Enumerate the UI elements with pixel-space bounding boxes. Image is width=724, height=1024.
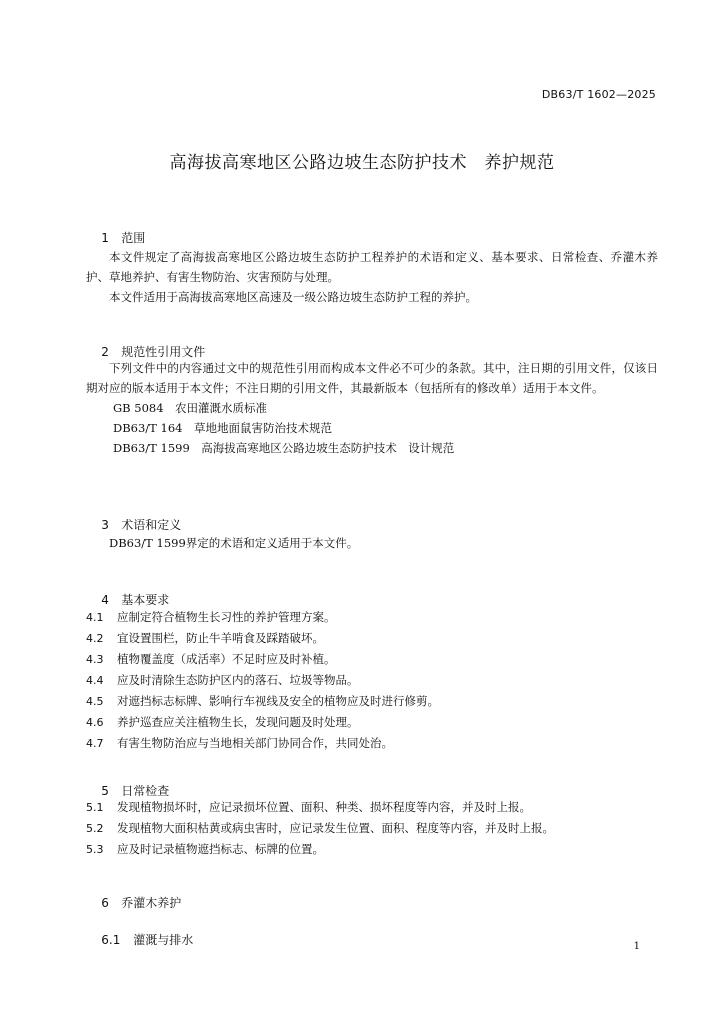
section-number: 3 bbox=[101, 518, 109, 532]
clause-number: 4.2 bbox=[86, 632, 104, 645]
clause-item bbox=[86, 818, 658, 839]
section-number: 1 bbox=[101, 231, 109, 245]
clause-text: 发现植物损坏时，应记录损坏位置、面积、种类、损坏程度等内容，并及时上报。 bbox=[117, 800, 531, 814]
section-title: 规范性引用文件 bbox=[121, 345, 206, 359]
document-title: 高海拔高寒地区公路边坡生态防护技术 养护规范 bbox=[169, 153, 555, 173]
section-number: 5 bbox=[101, 784, 109, 798]
clause-number: 5.3 bbox=[86, 843, 104, 856]
reference-item: DB63/T 1599 高海拔高寒地区公路边坡生态防护技术 设计规范 bbox=[113, 441, 455, 455]
clause-text: 宜设置围栏，防止牛羊啃食及踩踏破坏。 bbox=[117, 631, 324, 645]
section-title: 日常检查 bbox=[121, 784, 170, 798]
paragraph: 本文件规定了高海拔高寒地区公路边坡生态防护工程养护的术语和定义、基本要求、日常检查、乔灌木养护、草地养护、有害生物防治、灾害预防与处理。 bbox=[86, 250, 658, 284]
section-number: 2 bbox=[101, 345, 109, 359]
section-4-items bbox=[86, 607, 658, 754]
clause-text: 对遮挡标志标牌、影响行车视线及安全的植物应及时进行修剪。 bbox=[117, 694, 439, 708]
page-number: 1 bbox=[633, 941, 640, 952]
clause-item bbox=[86, 797, 658, 818]
clause-item bbox=[86, 733, 658, 754]
clause-item bbox=[86, 839, 658, 860]
section-5-items bbox=[86, 797, 658, 860]
clause-text: 植物覆盖度（成活率）不足时应及时补植。 bbox=[117, 652, 336, 666]
section-1-body bbox=[86, 247, 658, 307]
standard-code: DB63/T 1602—2025 bbox=[541, 88, 656, 101]
section-number: 4 bbox=[101, 593, 109, 607]
clause-number: 4.7 bbox=[86, 737, 104, 750]
clause-text: 应及时清除生态防护区内的落石、垃圾等物品。 bbox=[117, 673, 359, 687]
paragraph: 本文件适用于高海拔高寒地区高速及一级公路边坡生态防护工程的养护。 bbox=[109, 290, 477, 304]
clause-text: 应及时记录植物遮挡标志、标牌的位置。 bbox=[117, 842, 324, 856]
clause-number: 4.1 bbox=[86, 611, 104, 624]
clause-item bbox=[86, 670, 658, 691]
clause-number: 5.1 bbox=[86, 801, 104, 814]
subsection-title: 灌溉与排水 bbox=[133, 933, 194, 947]
clause-item bbox=[86, 607, 658, 628]
section-title: 术语和定义 bbox=[121, 518, 182, 532]
clause-item bbox=[86, 628, 658, 649]
section-2-body bbox=[86, 358, 658, 458]
paragraph: 下列文件中的内容通过文中的规范性引用而构成本文件必不可少的条款。其中，注日期的引用文件，仅该日期对应的版本适用于本文件；不注日期的引用文件，其最新版本（包括所有的修改单）适用于本文件。 bbox=[86, 361, 658, 395]
section-title: 基本要求 bbox=[121, 593, 170, 607]
section-number: 6 bbox=[101, 896, 109, 910]
reference-item: GB 5084 农田灌溉水质标准 bbox=[113, 401, 268, 415]
section-3-body bbox=[86, 533, 658, 553]
paragraph: DB63/T 1599界定的术语和定义适用于本文件。 bbox=[109, 536, 359, 550]
clause-number: 4.6 bbox=[86, 716, 104, 729]
clause-item bbox=[86, 691, 658, 712]
clause-text: 应制定符合植物生长习性的养护管理方案。 bbox=[117, 610, 336, 624]
section-title: 乔灌木养护 bbox=[121, 896, 182, 910]
clause-item bbox=[86, 649, 658, 670]
clause-number: 4.3 bbox=[86, 653, 104, 666]
subsection-number: 6.1 bbox=[101, 933, 121, 947]
clause-text: 养护巡查应关注植物生长，发现问题及时处理。 bbox=[117, 715, 359, 729]
clause-text: 发现植物大面积枯黄或病虫害时，应记录发生位置、面积、程度等内容，并及时上报。 bbox=[117, 821, 554, 835]
clause-number: 4.4 bbox=[86, 674, 104, 687]
section-title: 范围 bbox=[121, 231, 146, 245]
clause-text: 有害生物防治应与当地相关部门协同合作，共同处治。 bbox=[117, 736, 393, 750]
clause-item bbox=[86, 712, 658, 733]
clause-number: 5.2 bbox=[86, 822, 104, 835]
clause-number: 4.5 bbox=[86, 695, 104, 708]
subsection-6-1-heading bbox=[86, 913, 658, 967]
reference-item: DB63/T 164 草地地面鼠害防治技术规范 bbox=[113, 421, 332, 435]
